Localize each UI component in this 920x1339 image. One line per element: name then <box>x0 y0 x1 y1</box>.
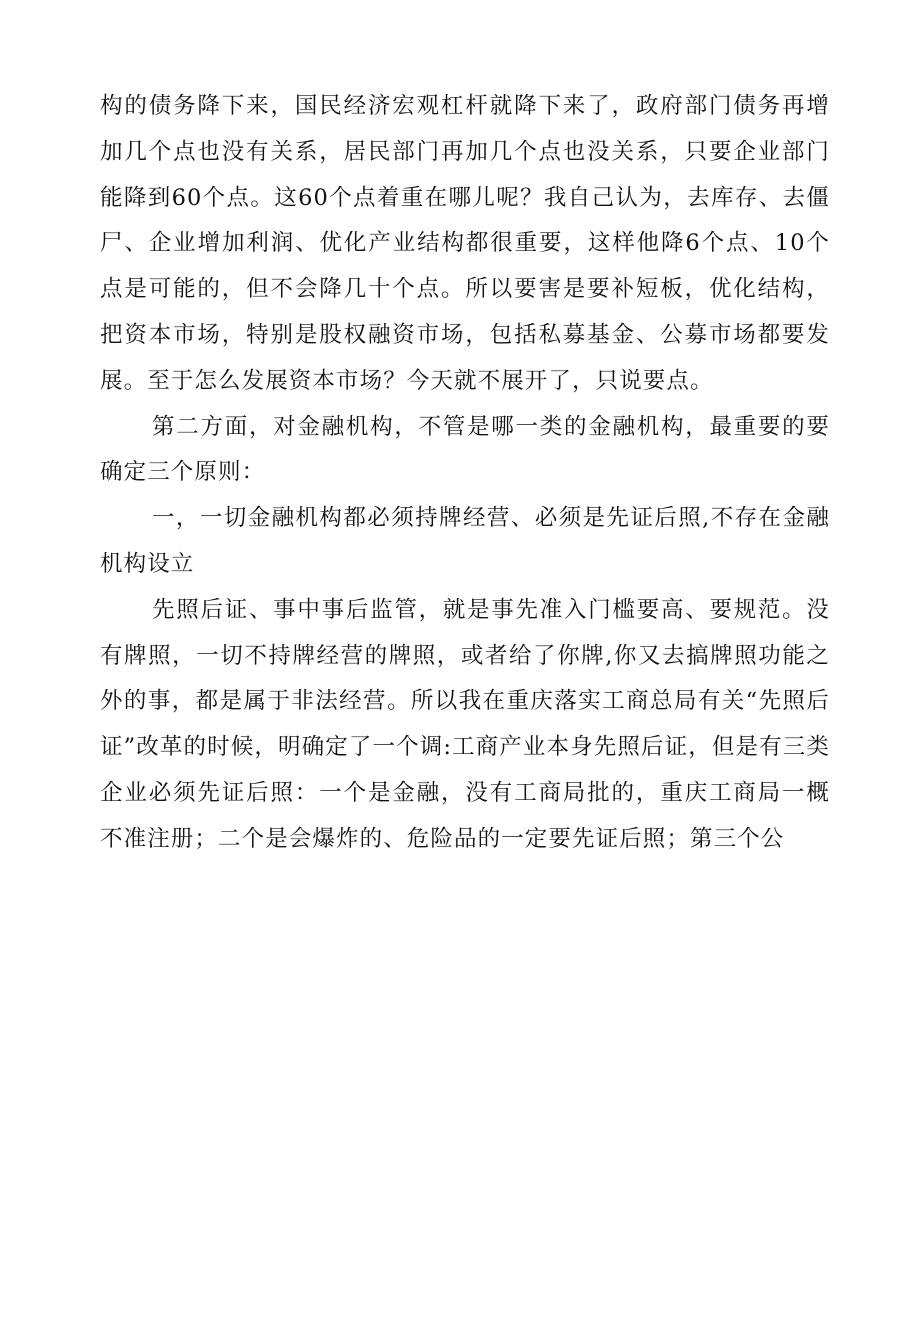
paragraph-4: 先照后证、事中事后监管，就是事先准入门槛要高、要规范。没有牌照，一切不持牌经营的牌照，或者给了你牌,你又去搞牌照功能之外的事，都是属于非法经营。所以我在重庆落实工商总局有关“先照后证”改革的时候，明确定了一个调:工商产业本身先照后证，但是有三类企业必须先证后照：一个是金融，没有工商局批的，重庆工商局一概不准注册；二个是会爆炸的、危险品的一定要先证后照；第三个公 <box>100 596 830 852</box>
paragraph-3: 一，一切金融机构都必须持牌经营、必须是先证后照,不存在金融机构设立 <box>100 505 830 577</box>
paragraph-1: 构的债务降下来，国民经济宏观杠杆就降下来了，政府部门债务再增加几个点也没有关系，居民部门再加几个点也没关系，只要企业部门能降到60个点。这60个点着重在哪儿呢？我自己认为，去库存、去僵尸、企业增加利润、优化产业结构都很重要，这样他降6个点、10个点是可能的，但不会降几十个点。所以要害是要补短板，优化结构，把资本市场，特别是股权融资市场，包括私募基金、公募市场都要发展。至于怎么发展资本市场？今天就不展开了，只说要点。 <box>100 93 830 394</box>
paragraph-2: 第二方面，对金融机构，不管是哪一类的金融机构，最重要的要确定三个原则： <box>100 413 830 486</box>
document-body <box>100 84 830 863</box>
